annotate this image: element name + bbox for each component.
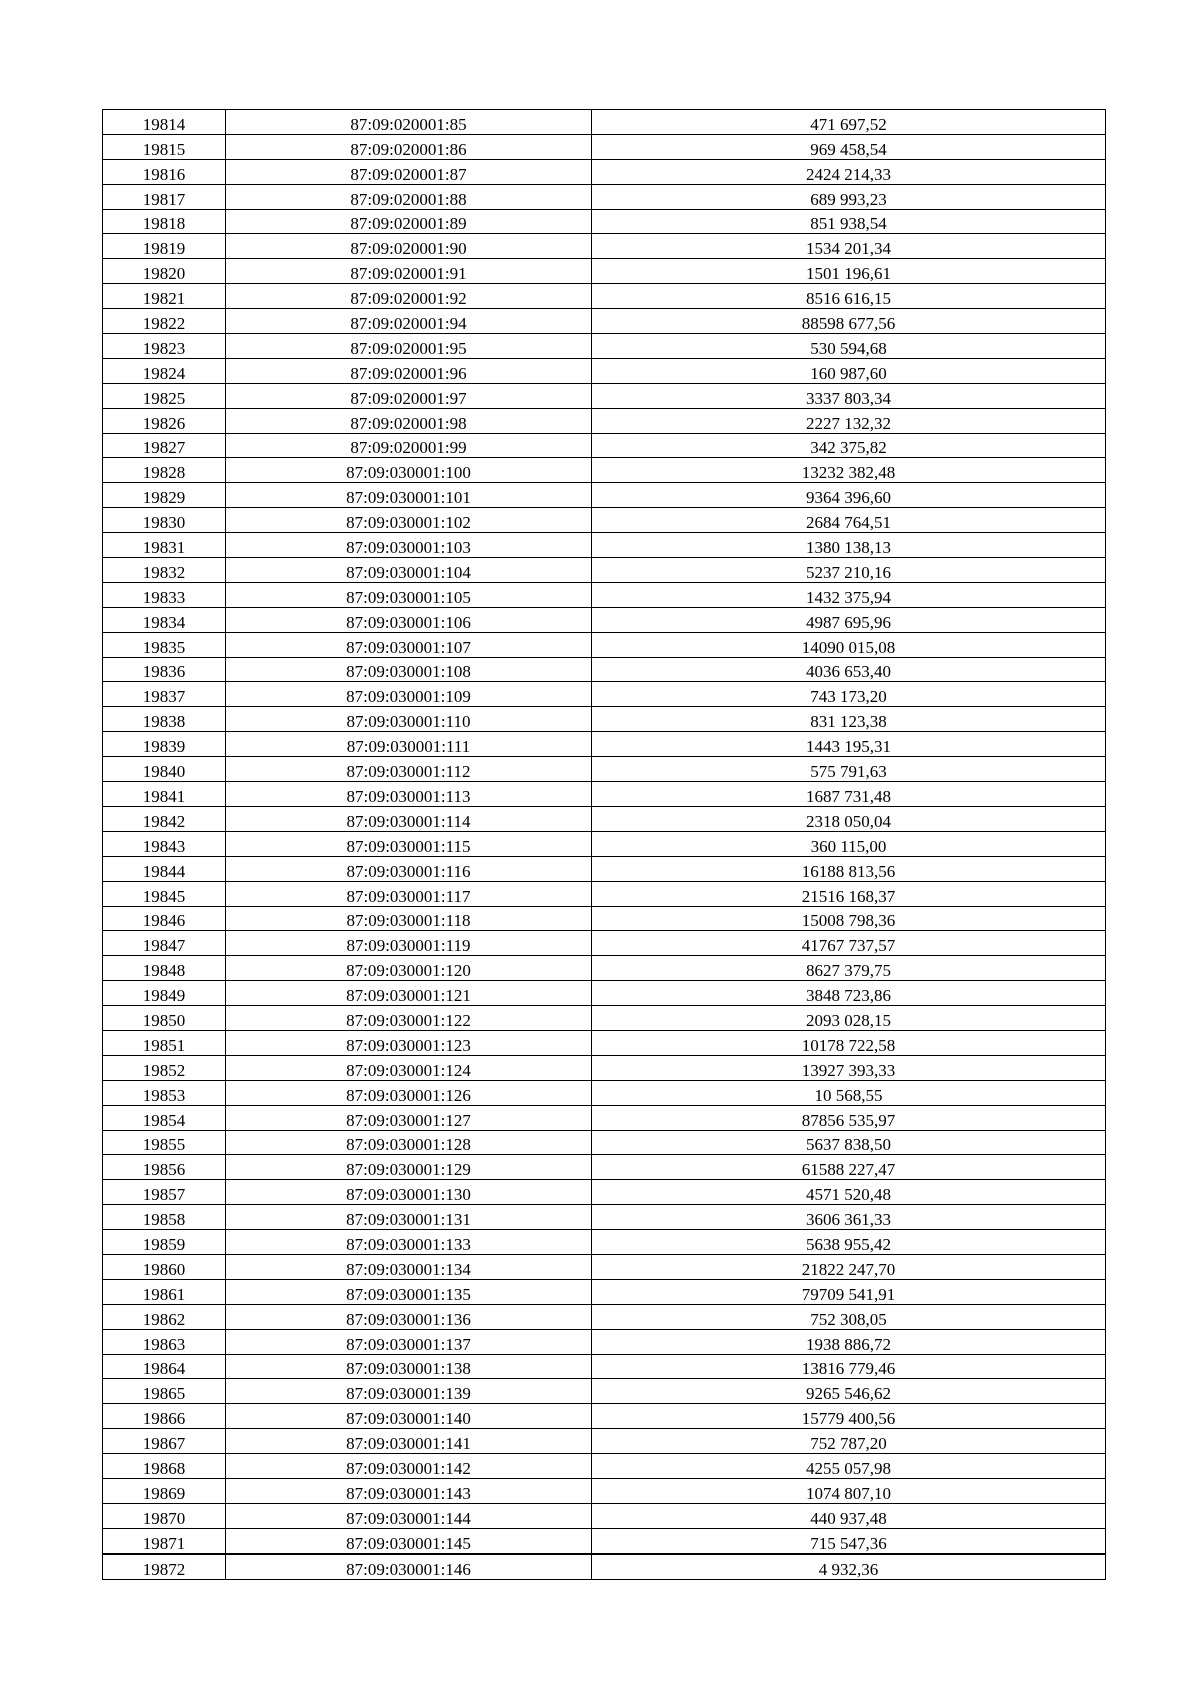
cadastral-value-cell: 8516 616,15 (592, 284, 1106, 309)
cadastral-number-cell: 87:09:030001:105 (226, 582, 592, 607)
table-row (103, 632, 1106, 657)
table-row (103, 1404, 1106, 1429)
cadastral-number-cell: 87:09:030001:143 (226, 1478, 592, 1503)
cadastral-value-cell: 689 993,23 (592, 184, 1106, 209)
cadastral-number-cell: 87:09:020001:86 (226, 134, 592, 159)
row-number-cell: 19842 (103, 806, 226, 831)
cadastral-number-cell: 87:09:030001:129 (226, 1155, 592, 1180)
table-row (103, 607, 1106, 632)
cadastral-value-cell: 1501 196,61 (592, 259, 1106, 284)
row-number-cell: 19871 (103, 1528, 226, 1553)
cadastral-value-cell: 4987 695,96 (592, 607, 1106, 632)
row-number-cell: 19830 (103, 508, 226, 533)
table-row (103, 1279, 1106, 1304)
cadastral-value-cell: 4571 520,48 (592, 1180, 1106, 1205)
table-row (103, 1205, 1106, 1230)
cadastral-number-cell: 87:09:030001:146 (226, 1554, 592, 1579)
row-number-cell: 19814 (103, 110, 226, 135)
table-row (103, 508, 1106, 533)
cadastral-number-cell: 87:09:030001:116 (226, 856, 592, 881)
table-row (103, 483, 1106, 508)
cadastral-number-cell: 87:09:030001:108 (226, 657, 592, 682)
cadastral-value-cell: 1443 195,31 (592, 732, 1106, 757)
cadastral-value-cell: 5237 210,16 (592, 558, 1106, 583)
cadastral-value-cell: 9265 546,62 (592, 1379, 1106, 1404)
table-row (103, 956, 1106, 981)
cadastral-value-cell: 16188 813,56 (592, 856, 1106, 881)
table-row (103, 657, 1106, 682)
cadastral-value-cell: 13927 393,33 (592, 1055, 1106, 1080)
table-row (103, 931, 1106, 956)
cadastral-value-cell: 1687 731,48 (592, 782, 1106, 807)
row-number-cell: 19872 (103, 1554, 226, 1579)
table-row (103, 981, 1106, 1006)
cadastral-value-cell: 21516 168,37 (592, 881, 1106, 906)
cadastral-value-cell: 471 697,52 (592, 110, 1106, 135)
table-row (103, 309, 1106, 334)
cadastral-number-cell: 87:09:030001:142 (226, 1454, 592, 1479)
cadastral-value-cell: 3337 803,34 (592, 383, 1106, 408)
table-row (103, 433, 1106, 458)
row-number-cell: 19851 (103, 1030, 226, 1055)
cadastral-number-cell: 87:09:030001:114 (226, 806, 592, 831)
cadastral-value-cell: 440 937,48 (592, 1503, 1106, 1528)
cadastral-number-cell: 87:09:030001:119 (226, 931, 592, 956)
cadastral-number-cell: 87:09:020001:87 (226, 159, 592, 184)
row-number-cell: 19826 (103, 408, 226, 433)
row-number-cell: 19843 (103, 831, 226, 856)
cadastral-number-cell: 87:09:030001:109 (226, 682, 592, 707)
row-number-cell: 19838 (103, 707, 226, 732)
row-number-cell: 19833 (103, 582, 226, 607)
cadastral-number-cell: 87:09:020001:95 (226, 334, 592, 359)
table-row (103, 1230, 1106, 1255)
cadastral-number-cell: 87:09:030001:131 (226, 1205, 592, 1230)
cadastral-number-cell: 87:09:030001:110 (226, 707, 592, 732)
cadastral-value-cell: 2318 050,04 (592, 806, 1106, 831)
row-number-cell: 19854 (103, 1105, 226, 1130)
cadastral-number-cell: 87:09:020001:97 (226, 383, 592, 408)
row-number-cell: 19840 (103, 757, 226, 782)
cadastral-value-cell: 3606 361,33 (592, 1205, 1106, 1230)
cadastral-value-cell: 1074 807,10 (592, 1478, 1106, 1503)
cadastral-value-cell: 10 568,55 (592, 1080, 1106, 1105)
row-number-cell: 19847 (103, 931, 226, 956)
row-number-cell: 19822 (103, 309, 226, 334)
cadastral-number-cell: 87:09:030001:135 (226, 1279, 592, 1304)
table-row (103, 1329, 1106, 1354)
cadastral-value-cell: 752 308,05 (592, 1304, 1106, 1329)
cadastral-number-cell: 87:09:030001:137 (226, 1329, 592, 1354)
cadastral-value-cell: 831 123,38 (592, 707, 1106, 732)
cadastral-number-cell: 87:09:030001:121 (226, 981, 592, 1006)
table-row (103, 1130, 1106, 1155)
cadastral-number-cell: 87:09:030001:127 (226, 1105, 592, 1130)
cadastral-number-cell: 87:09:030001:104 (226, 558, 592, 583)
cadastral-number-cell: 87:09:030001:123 (226, 1030, 592, 1055)
cadastral-value-cell: 743 173,20 (592, 682, 1106, 707)
cadastral-value-cell: 160 987,60 (592, 358, 1106, 383)
cadastral-value-cell: 15779 400,56 (592, 1404, 1106, 1429)
row-number-cell: 19864 (103, 1354, 226, 1379)
cadastral-number-cell: 87:09:020001:99 (226, 433, 592, 458)
table-row (103, 1528, 1106, 1553)
row-number-cell: 19853 (103, 1080, 226, 1105)
cadastral-value-cell: 13232 382,48 (592, 458, 1106, 483)
table-row (103, 582, 1106, 607)
cadastral-value-cell: 4 932,36 (592, 1554, 1106, 1579)
cadastral-value-cell: 88598 677,56 (592, 309, 1106, 334)
table-row (103, 134, 1106, 159)
row-number-cell: 19823 (103, 334, 226, 359)
table-row (103, 259, 1106, 284)
row-number-cell: 19856 (103, 1155, 226, 1180)
table-row (103, 1478, 1106, 1503)
table-row (103, 682, 1106, 707)
table-row (103, 234, 1106, 259)
table-row (103, 1254, 1106, 1279)
cadastral-value-cell: 2093 028,15 (592, 1006, 1106, 1031)
cadastral-number-cell: 87:09:030001:124 (226, 1055, 592, 1080)
cadastral-value-cell: 360 115,00 (592, 831, 1106, 856)
row-number-cell: 19845 (103, 881, 226, 906)
row-number-cell: 19862 (103, 1304, 226, 1329)
row-number-cell: 19821 (103, 284, 226, 309)
cadastral-number-cell: 87:09:030001:103 (226, 533, 592, 558)
table-row (103, 1503, 1106, 1528)
cadastral-value-cell: 4036 653,40 (592, 657, 1106, 682)
row-number-cell: 19837 (103, 682, 226, 707)
cadastral-number-cell: 87:09:030001:138 (226, 1354, 592, 1379)
row-number-cell: 19857 (103, 1180, 226, 1205)
row-number-cell: 19869 (103, 1478, 226, 1503)
table-row (103, 1554, 1106, 1579)
row-number-cell: 19832 (103, 558, 226, 583)
cadastral-number-cell: 87:09:030001:128 (226, 1130, 592, 1155)
cadastral-value-cell: 715 547,36 (592, 1528, 1106, 1553)
table-row (103, 558, 1106, 583)
row-number-cell: 19816 (103, 159, 226, 184)
row-number-cell: 19834 (103, 607, 226, 632)
row-number-cell: 19844 (103, 856, 226, 881)
cadastral-value-cell: 1432 375,94 (592, 582, 1106, 607)
cadastral-value-cell: 3848 723,86 (592, 981, 1106, 1006)
cadastral-value-cell: 61588 227,47 (592, 1155, 1106, 1180)
cadastral-number-cell: 87:09:030001:102 (226, 508, 592, 533)
table-row (103, 1105, 1106, 1130)
row-number-cell: 19815 (103, 134, 226, 159)
cadastral-number-cell: 87:09:020001:94 (226, 309, 592, 334)
cadastral-number-cell: 87:09:030001:113 (226, 782, 592, 807)
cadastral-number-cell: 87:09:020001:96 (226, 358, 592, 383)
cadastral-value-cell: 5637 838,50 (592, 1130, 1106, 1155)
cadastral-number-cell: 87:09:030001:112 (226, 757, 592, 782)
row-number-cell: 19868 (103, 1454, 226, 1479)
table-row (103, 533, 1106, 558)
cadastral-number-cell: 87:09:030001:117 (226, 881, 592, 906)
row-number-cell: 19836 (103, 657, 226, 682)
table-row (103, 782, 1106, 807)
cadastral-value-cell: 530 594,68 (592, 334, 1106, 359)
row-number-cell: 19870 (103, 1503, 226, 1528)
row-number-cell: 19852 (103, 1055, 226, 1080)
cadastral-value-cell: 1534 201,34 (592, 234, 1106, 259)
cadastral-number-cell: 87:09:030001:145 (226, 1528, 592, 1553)
cadastral-value-cell: 87856 535,97 (592, 1105, 1106, 1130)
table-row (103, 334, 1106, 359)
row-number-cell: 19827 (103, 433, 226, 458)
cadastral-number-cell: 87:09:030001:141 (226, 1429, 592, 1454)
cadastral-number-cell: 87:09:030001:107 (226, 632, 592, 657)
row-number-cell: 19858 (103, 1205, 226, 1230)
cadastral-value-cell: 2684 764,51 (592, 508, 1106, 533)
cadastral-number-cell: 87:09:030001:122 (226, 1006, 592, 1031)
row-number-cell: 19829 (103, 483, 226, 508)
row-number-cell: 19848 (103, 956, 226, 981)
row-number-cell: 19835 (103, 632, 226, 657)
cadastral-number-cell: 87:09:030001:118 (226, 906, 592, 931)
cadastral-value-cell: 575 791,63 (592, 757, 1106, 782)
cadastral-number-cell: 87:09:030001:126 (226, 1080, 592, 1105)
cadastral-value-cell: 342 375,82 (592, 433, 1106, 458)
table-row (103, 1030, 1106, 1055)
cadastral-number-cell: 87:09:030001:120 (226, 956, 592, 981)
row-number-cell: 19841 (103, 782, 226, 807)
table-row (103, 1080, 1106, 1105)
row-number-cell: 19863 (103, 1329, 226, 1354)
table-row (103, 856, 1106, 881)
table-body (103, 110, 1106, 1580)
table-row (103, 159, 1106, 184)
table-row (103, 881, 1106, 906)
row-number-cell: 19865 (103, 1379, 226, 1404)
table-row (103, 1055, 1106, 1080)
row-number-cell: 19825 (103, 383, 226, 408)
cadastral-value-cell: 15008 798,36 (592, 906, 1106, 931)
table-row (103, 757, 1106, 782)
table-row (103, 383, 1106, 408)
row-number-cell: 19824 (103, 358, 226, 383)
table-row (103, 284, 1106, 309)
cadastral-value-cell: 752 787,20 (592, 1429, 1106, 1454)
row-number-cell: 19859 (103, 1230, 226, 1255)
row-number-cell: 19855 (103, 1130, 226, 1155)
cadastral-number-cell: 87:09:020001:85 (226, 110, 592, 135)
row-number-cell: 19819 (103, 234, 226, 259)
cadastral-number-cell: 87:09:030001:106 (226, 607, 592, 632)
cadastral-value-cell: 851 938,54 (592, 209, 1106, 234)
table-row (103, 1379, 1106, 1404)
row-number-cell: 19831 (103, 533, 226, 558)
cadastral-number-cell: 87:09:030001:139 (226, 1379, 592, 1404)
cadastral-value-cell: 5638 955,42 (592, 1230, 1106, 1255)
row-number-cell: 19850 (103, 1006, 226, 1031)
cadastral-number-cell: 87:09:020001:89 (226, 209, 592, 234)
row-number-cell: 19839 (103, 732, 226, 757)
table-row (103, 1354, 1106, 1379)
table-row (103, 1155, 1106, 1180)
cadastral-value-cell: 14090 015,08 (592, 632, 1106, 657)
row-number-cell: 19828 (103, 458, 226, 483)
table-row (103, 408, 1106, 433)
cadastral-value-cell: 969 458,54 (592, 134, 1106, 159)
table-row (103, 1429, 1106, 1454)
cadastral-value-cell: 9364 396,60 (592, 483, 1106, 508)
cadastral-value-cell: 8627 379,75 (592, 956, 1106, 981)
cadastral-number-cell: 87:09:030001:130 (226, 1180, 592, 1205)
cadastral-value-cell: 10178 722,58 (592, 1030, 1106, 1055)
row-number-cell: 19849 (103, 981, 226, 1006)
table-row (103, 1304, 1106, 1329)
cadastral-number-cell: 87:09:020001:90 (226, 234, 592, 259)
cadastral-number-cell: 87:09:030001:133 (226, 1230, 592, 1255)
table-row (103, 831, 1106, 856)
cadastral-number-cell: 87:09:030001:144 (226, 1503, 592, 1528)
table-row (103, 806, 1106, 831)
row-number-cell: 19867 (103, 1429, 226, 1454)
cadastral-number-cell: 87:09:030001:115 (226, 831, 592, 856)
cadastral-number-cell: 87:09:030001:101 (226, 483, 592, 508)
row-number-cell: 19846 (103, 906, 226, 931)
cadastral-value-cell: 4255 057,98 (592, 1454, 1106, 1479)
cadastral-value-cell: 2424 214,33 (592, 159, 1106, 184)
table-row (103, 458, 1106, 483)
cadastral-number-cell: 87:09:020001:98 (226, 408, 592, 433)
cadastral-number-cell: 87:09:030001:140 (226, 1404, 592, 1429)
table-row (103, 184, 1106, 209)
cadastral-number-cell: 87:09:020001:88 (226, 184, 592, 209)
row-number-cell: 19866 (103, 1404, 226, 1429)
cadastral-number-cell: 87:09:030001:100 (226, 458, 592, 483)
cadastral-value-table (102, 109, 1106, 1580)
table-row (103, 1006, 1106, 1031)
cadastral-number-cell: 87:09:030001:111 (226, 732, 592, 757)
table-row (103, 1180, 1106, 1205)
table-row (103, 358, 1106, 383)
table-row (103, 906, 1106, 931)
row-number-cell: 19817 (103, 184, 226, 209)
cadastral-number-cell: 87:09:020001:91 (226, 259, 592, 284)
cadastral-value-cell: 41767 737,57 (592, 931, 1106, 956)
cadastral-value-cell: 2227 132,32 (592, 408, 1106, 433)
cadastral-number-cell: 87:09:020001:92 (226, 284, 592, 309)
table-row (103, 209, 1106, 234)
cadastral-value-cell: 1938 886,72 (592, 1329, 1106, 1354)
row-number-cell: 19861 (103, 1279, 226, 1304)
table-row (103, 732, 1106, 757)
row-number-cell: 19818 (103, 209, 226, 234)
cadastral-number-cell: 87:09:030001:136 (226, 1304, 592, 1329)
table-row (103, 707, 1106, 732)
table-row (103, 110, 1106, 135)
row-number-cell: 19820 (103, 259, 226, 284)
cadastral-value-cell: 13816 779,46 (592, 1354, 1106, 1379)
cadastral-number-cell: 87:09:030001:134 (226, 1254, 592, 1279)
row-number-cell: 19860 (103, 1254, 226, 1279)
table-row (103, 1454, 1106, 1479)
cadastral-value-cell: 1380 138,13 (592, 533, 1106, 558)
cadastral-value-cell: 21822 247,70 (592, 1254, 1106, 1279)
cadastral-value-cell: 79709 541,91 (592, 1279, 1106, 1304)
